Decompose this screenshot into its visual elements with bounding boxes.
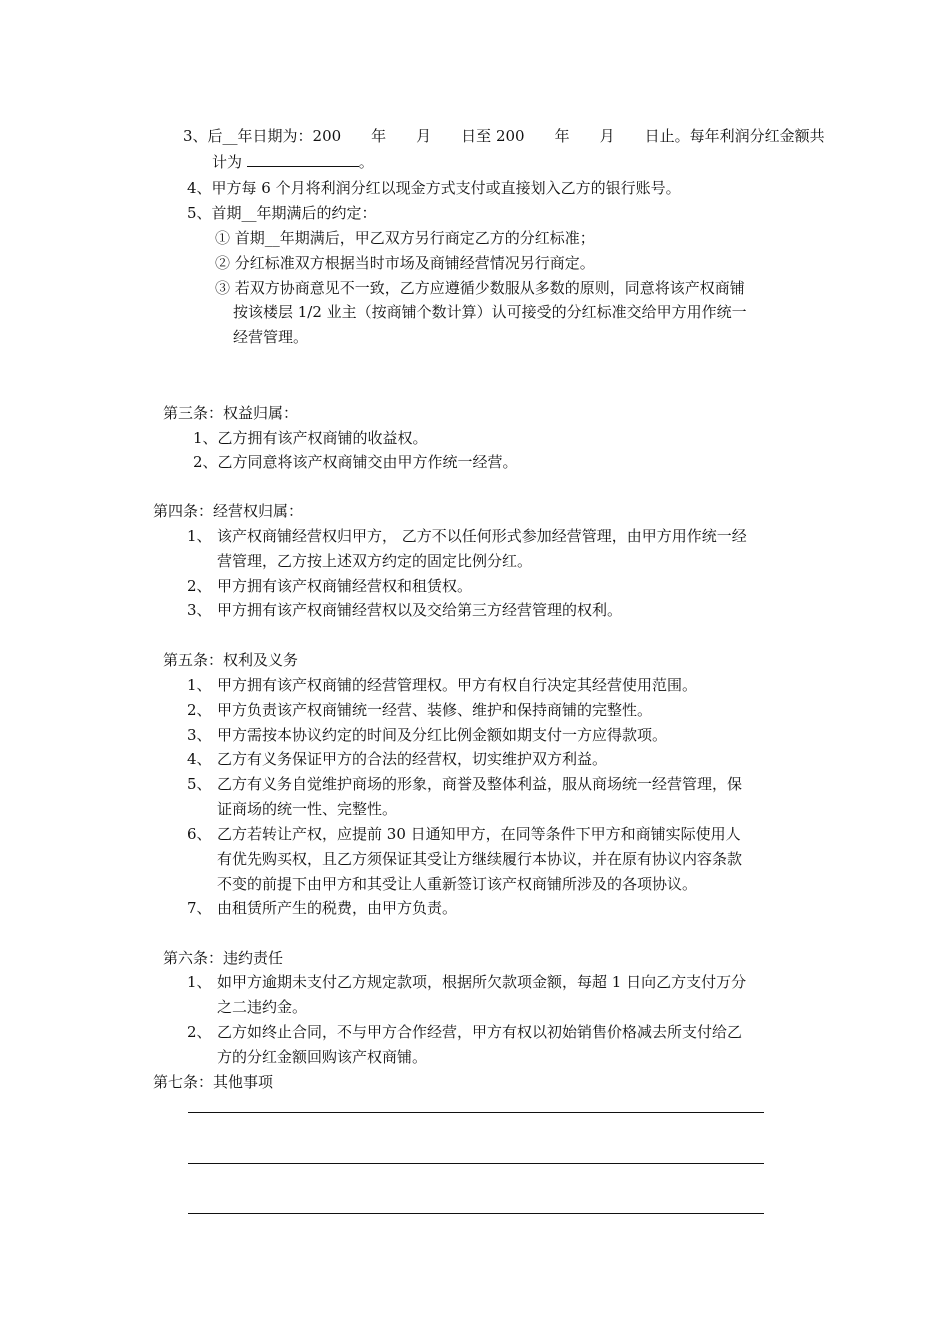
item-text: 乙方有义务保证甲方的合法的经营权，切实维护双方利益。 — [217, 750, 608, 768]
item-text: 由租赁所产生的税费，由甲方负责。 — [217, 899, 458, 917]
blank-line-3 — [188, 1213, 764, 1214]
item-number: 5、 — [187, 775, 212, 793]
item-number: 1、 — [187, 527, 212, 545]
section-4-item-2 — [187, 576, 472, 596]
section-6-item-1-line-1 — [187, 972, 746, 992]
item-text: 甲方负责该产权商铺统一经营、装修、维护和保持商铺的完整性。 — [217, 701, 653, 719]
section-4-item-1-line-1 — [187, 526, 747, 546]
item-number: 6、 — [187, 825, 212, 843]
section-6-item-2-line-2: 方的分红金额回购该产权商铺。 — [217, 1048, 428, 1066]
amount-blank — [247, 152, 359, 167]
section-5-item-2 — [187, 700, 652, 720]
item-text: 如甲方逾期未支付乙方规定款项，根据所欠款项金额，每超 1 日向乙方支付万分 — [217, 973, 747, 991]
item-text: 甲方需按本协议约定的时间及分红比例金额如期支付一方应得款项。 — [217, 726, 668, 744]
section-4-item-1-line-2: 营管理，乙方按上述双方约定的固定比例分红。 — [217, 552, 533, 570]
section-5-item-6-line-2: 有优先购买权，且乙方须保证其受让方继续履行本协议，并在原有协议内容条款 — [217, 850, 743, 868]
item-text: 甲方拥有该产权商铺经营权以及交给第三方经营管理的权利。 — [217, 601, 623, 619]
section-6-heading: 第六条：违约责任 — [163, 949, 284, 967]
section-3-heading: 第三条：权益归属： — [163, 404, 299, 422]
section-4-heading: 第四条：经营权归属： — [153, 502, 304, 520]
section-6-item-2-line-1 — [187, 1022, 742, 1042]
item-3-line-1: 3、后__年日期为：200 年 月 日至 200 年 月 日止。每年利润分红金额共 — [183, 127, 825, 145]
item-text: 甲方拥有该产权商铺的经营管理权。甲方有权自行决定其经营使用范围。 — [217, 676, 698, 694]
section-5-item-7 — [187, 898, 457, 918]
item-4: 4、甲方每 6 个月将利润分红以现金方式支付或直接划入乙方的银行账号。 — [187, 179, 681, 197]
section-5-item-4 — [187, 749, 607, 769]
item-3-line-2-suffix: 。 — [358, 153, 374, 171]
section-3-item-2: 2、乙方同意将该产权商铺交由甲方作统一经营。 — [193, 453, 518, 471]
item-text: 甲方拥有该产权商铺经营权和租赁权。 — [217, 577, 473, 595]
item-number: 3、 — [187, 726, 212, 744]
item-text: 乙方如终止合同，不与甲方合作经营，甲方有权以初始销售价格减去所支付给乙 — [217, 1023, 743, 1041]
item-3-line-2 — [212, 152, 374, 172]
section-5-item-1 — [187, 675, 697, 695]
section-5-heading: 第五条：权利及义务 — [163, 651, 299, 669]
section-7-heading: 第七条：其他事项 — [153, 1073, 274, 1091]
item-number: 2、 — [187, 577, 212, 595]
subitem-3-line-1: ③ 若双方协商意见不一致，乙方应遵循少数服从多数的原则，同意将该产权商铺 — [215, 279, 745, 297]
subitem-3-line-3: 经营管理。 — [233, 328, 309, 346]
subitem-3-line-2: 按该楼层 1/2 业主（按商铺个数计算）认可接受的分红标准交给甲方用作统一 — [233, 303, 747, 321]
item-number: 7、 — [187, 899, 212, 917]
section-5-item-5-line-2: 证商场的统一性、完整性。 — [217, 800, 398, 818]
subitem-1: ① 首期__年期满后，甲乙双方另行商定乙方的分红标准； — [215, 229, 595, 247]
item-number: 1、 — [187, 973, 212, 991]
item-number: 3、 — [187, 601, 212, 619]
item-5: 5、首期__年期满后的约定： — [187, 204, 377, 222]
item-text: 乙方若转让产权，应提前 30 日通知甲方，在同等条件下甲方和商铺实际使用人 — [217, 825, 741, 843]
section-4-item-3 — [187, 600, 622, 620]
section-6-item-1-line-2: 之二违约金。 — [217, 998, 308, 1016]
item-3-line-2-prefix: 计为 — [212, 153, 247, 171]
item-number: 1、 — [187, 676, 212, 694]
subitem-2: ② 分红标准双方根据当时市场及商铺经营情况另行商定。 — [215, 254, 595, 272]
item-text: 该产权商铺经营权归甲方， 乙方不以任何形式参加经营管理，由甲方用作统一经 — [217, 527, 747, 545]
blank-line-1 — [188, 1112, 764, 1113]
section-5-item-6-line-3: 不变的前提下由甲方和其受让人重新签订该产权商铺所涉及的各项协议。 — [217, 875, 698, 893]
section-5-item-3 — [187, 725, 667, 745]
blank-line-2 — [188, 1163, 764, 1164]
item-number: 4、 — [187, 750, 212, 768]
section-3-item-1: 1、乙方拥有该产权商铺的收益权。 — [193, 429, 428, 447]
section-5-item-5-line-1 — [187, 774, 742, 794]
section-5-item-6-line-1 — [187, 824, 741, 844]
item-number: 2、 — [187, 701, 212, 719]
item-text: 乙方有义务自觉维护商场的形象，商誉及整体利益，服从商场统一经营管理，保 — [217, 775, 743, 793]
item-number: 2、 — [187, 1023, 212, 1041]
